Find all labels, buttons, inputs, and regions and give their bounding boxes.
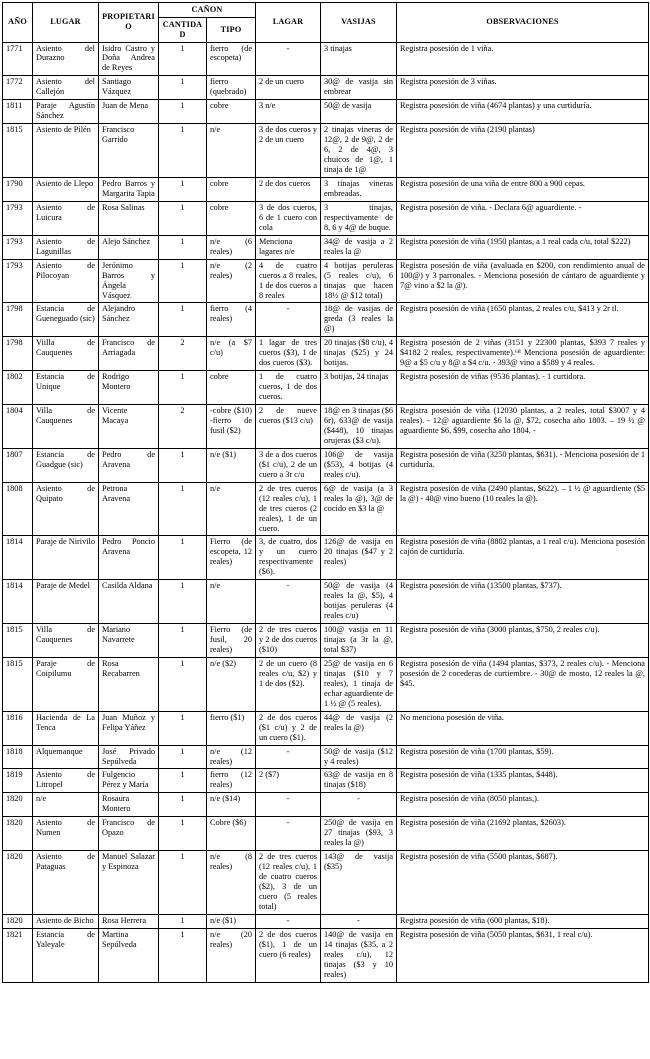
cell-observaciones: No menciona posesión de viña. — [397, 711, 649, 745]
cell-lagar: 2 de nueve cueros ($13 c/u) — [256, 405, 321, 449]
cell-cantidad: 1 — [159, 482, 207, 536]
cell-ano: 1814 — [3, 580, 33, 624]
cell-ano: 1820 — [3, 793, 33, 817]
cell-propietario: Pedro Poncio Aravena — [99, 536, 159, 580]
cell-propietario: Alejo Sánchez — [99, 235, 159, 259]
cell-propietario: Rosa Salinas — [99, 201, 159, 235]
cell-lagar: 2 de un cuero — [256, 76, 321, 100]
cell-lugar: n/e — [33, 793, 99, 817]
cell-lugar: Villa de Cauquenes — [33, 624, 99, 658]
cell-lugar: Estancia de Guadgue (sic) — [33, 448, 99, 482]
table-row — [3, 580, 649, 624]
cell-vasijas: 3 tinajas — [321, 42, 397, 76]
cell-tipo: n/e ($1) — [207, 448, 256, 482]
table-row — [3, 42, 649, 76]
cell-observaciones: Registra posesión de viña (21692 plantas, $2603). — [397, 817, 649, 851]
cell-lagar: 2 de tres cueros y 2 de dos cueros ($10) — [256, 624, 321, 658]
cell-cantidad: 1 — [159, 371, 207, 405]
cell-observaciones: Registra posesión de viña (600 plantas, $18). — [397, 914, 649, 928]
cell-lugar: Asiento de Luicura — [33, 201, 99, 235]
cell-propietario: Petrona Aravena — [99, 482, 159, 536]
cell-cantidad: 1 — [159, 851, 207, 915]
cell-propietario: Santiago Vázquez — [99, 76, 159, 100]
cell-ano: 1815 — [3, 624, 33, 658]
cell-observaciones: Registra posesión de viña (3250 plantas, $631). - Menciona posesión de 1 curtiduría. — [397, 448, 649, 482]
table-row — [3, 177, 649, 201]
table-row — [3, 536, 649, 580]
cell-propietario: Manuel Salazar y Espinoza — [99, 851, 159, 915]
table-row — [3, 624, 649, 658]
cell-propietario: Vicente Macaya — [99, 405, 159, 449]
table-row — [3, 448, 649, 482]
cell-propietario: Jerónimo Barros y Ángela Vásquez — [99, 259, 159, 303]
cell-vasijas: 63@ de vasija en 8 tinajas ($18) — [321, 769, 397, 793]
cell-propietario: Alejandro Sánchez — [99, 303, 159, 337]
cell-tipo: n/e — [207, 124, 256, 178]
table-row — [3, 259, 649, 303]
cell-propietario: Isidro Castro y Doña Andrea de Reyes — [99, 42, 159, 76]
cell-propietario: Francisco Garrido — [99, 124, 159, 178]
cell-propietario: Fulgencio Pérez y María — [99, 769, 159, 793]
header-cantidad: CANTIDAD — [159, 17, 207, 42]
cell-lugar: Asiento de Pataguas — [33, 851, 99, 915]
cell-vasijas: 30@ de vasija sin embrear — [321, 76, 397, 100]
cell-lagar: - — [256, 42, 321, 76]
table-row — [3, 201, 649, 235]
cell-lugar: Paraje de Coipilumu — [33, 657, 99, 711]
cell-lugar: Asiento de Litropel — [33, 769, 99, 793]
table-row — [3, 405, 649, 449]
cell-observaciones: Registra posesión de 1 viña. — [397, 42, 649, 76]
cell-observaciones: Registra posesión de viña (3000 plantas, $750, 2 reales c/u). — [397, 624, 649, 658]
cell-tipo: fierro (de escopeta) — [207, 42, 256, 76]
cell-cantidad: 1 — [159, 42, 207, 76]
cell-lugar: Alquemanque — [33, 745, 99, 769]
cell-observaciones: Registra posesión de viña (avaluada en $200, con rendimiento anual de 100@) y 3 parronales. - Menciona posesión de cántaro de aguardiente y 7@ vino a $2 la @). — [397, 259, 649, 303]
table-row — [3, 817, 649, 851]
cell-lagar: 2 de dos cueros ($1), 1 de un cuero (6 reales) — [256, 928, 321, 982]
cell-tipo: -cobre ($10) -fierro de fusil ($2) — [207, 405, 256, 449]
cell-vasijas: 4 botijas peruleras (5 reales c/u), 6 tinajas que hacen 18½ @ $12 total) — [321, 259, 397, 303]
table-row — [3, 851, 649, 915]
cell-cantidad: 1 — [159, 303, 207, 337]
table-row — [3, 371, 649, 405]
cell-ano: 1807 — [3, 448, 33, 482]
cell-propietario: Francisco de Arriagada — [99, 337, 159, 371]
cell-lagar: - — [256, 914, 321, 928]
cell-vasijas: 18@ en 3 tinajas ($6 6r), 633@ de vasija ($448), 10 tinajas orujeras ($3 c/u). — [321, 405, 397, 449]
cell-tipo: Fierro (de fusil, 20 reales) — [207, 624, 256, 658]
cell-tipo: n/e (8 reales) — [207, 851, 256, 915]
cell-vasijas: - — [321, 793, 397, 817]
cell-tipo: cobre — [207, 100, 256, 124]
table-row — [3, 124, 649, 178]
cell-ano: 1793 — [3, 201, 33, 235]
table-row — [3, 928, 649, 982]
cell-vasijas: 20 tinajas ($8 c/u), 4 tinajas ($25) y 24 botijas. — [321, 337, 397, 371]
cell-ano: 1820 — [3, 817, 33, 851]
cell-observaciones: Registra posesión de viña (12030 plantas, a 2 reales, total $3007 y 4 reales). - 12@ aguardiente $6 la @, $72, cosecha año 1803. – 19 ½ @ aguardiente $6, $99, cosecha año 1804. - — [397, 405, 649, 449]
cell-cantidad: 1 — [159, 745, 207, 769]
cell-lugar: Asiento de Quipato — [33, 482, 99, 536]
cell-lagar: - — [256, 745, 321, 769]
cell-cantidad: 1 — [159, 536, 207, 580]
cell-lugar: Asiento de Numen — [33, 817, 99, 851]
table-body — [3, 42, 649, 982]
cell-vasijas: 3 tinajas, respectivamente de 8, 6 y 4@ de buque. — [321, 201, 397, 235]
cell-propietario: Rosa Recabarren — [99, 657, 159, 711]
cell-lugar: Villa de Cauquenes — [33, 405, 99, 449]
header-vasijas: VASIJAS — [321, 3, 397, 43]
cell-observaciones: Registra posesión de viña (4674 plantas) y una curtiduría. — [397, 100, 649, 124]
cell-lagar: 3 de a dos cueros ($1 c/u), 2 de un cuero a 3r c/u — [256, 448, 321, 482]
cell-tipo: n/e ($1) — [207, 914, 256, 928]
cell-propietario: Mariano Navarrete — [99, 624, 159, 658]
cell-cantidad: 1 — [159, 100, 207, 124]
cell-observaciones: Registra posesión de viña (1950 plantas, a 1 real cada c/u, total $222) — [397, 235, 649, 259]
cell-observaciones: Registra posesión de viña (2190 plantas) — [397, 124, 649, 178]
cell-cantidad: 1 — [159, 124, 207, 178]
cell-cantidad: 1 — [159, 657, 207, 711]
cell-ano: 1820 — [3, 914, 33, 928]
header-propietario: PROPIETARIO — [99, 3, 159, 43]
cell-lugar: Paraje de Medel — [33, 580, 99, 624]
cell-tipo: n/e — [207, 482, 256, 536]
cell-lugar: Paraje Agustín Sánchez — [33, 100, 99, 124]
header-lagar: LAGAR — [256, 3, 321, 43]
cell-lagar: 1 lagar de tres cueros ($3), 1 de dos cueros ($3). — [256, 337, 321, 371]
cell-propietario: Martina Sepúlveda — [99, 928, 159, 982]
cell-lagar: - — [256, 580, 321, 624]
cell-vasijas: 126@ de vasija en 20 tinajas ($47 y 2 reales) — [321, 536, 397, 580]
cell-cantidad: 1 — [159, 259, 207, 303]
cell-cantidad: 1 — [159, 769, 207, 793]
cell-ano: 1790 — [3, 177, 33, 201]
table-row — [3, 235, 649, 259]
cell-tipo: cobre — [207, 177, 256, 201]
cell-observaciones: Registra posesión de viña. - Declara 6@ aguardiente. - — [397, 201, 649, 235]
cell-propietario: José Privado Sepúlveda — [99, 745, 159, 769]
cell-vasijas: 140@ de vasija en 14 tinajas ($35, a 2 reales c/u), 12 tinajas ($3 y 10 reales) — [321, 928, 397, 982]
table-row — [3, 100, 649, 124]
cell-tipo: n/e (20 reales) — [207, 928, 256, 982]
cell-lugar: Viilla de Cauquenes — [33, 337, 99, 371]
cell-lagar: 2 de tres cueros (12 reales c/u), 1 de cuatro cueros ($2), 3 de un cuero (5 reales total) — [256, 851, 321, 915]
cell-lugar: Estancia de Gueneguado (sic) — [33, 303, 99, 337]
cell-observaciones: Registra posesión de una viña de entre 800 a 900 cepas. — [397, 177, 649, 201]
table-row — [3, 482, 649, 536]
table-row — [3, 337, 649, 371]
cell-propietario: Juan de Mena — [99, 100, 159, 124]
cell-tipo: Fierro (de escopeta, 12 reales) — [207, 536, 256, 580]
cell-tipo: n/e ($14) — [207, 793, 256, 817]
cell-ano: 1820 — [3, 851, 33, 915]
cell-vasijas: 18@ de vasijas de greda (3 reales la @) — [321, 303, 397, 337]
cell-tipo: n/e (2 reales) — [207, 259, 256, 303]
cell-ano: 1798 — [3, 337, 33, 371]
cell-lugar: Asiento de Pilocoyan — [33, 259, 99, 303]
cell-propietario: Rosa Herrera — [99, 914, 159, 928]
cell-lagar: 2 ($7) — [256, 769, 321, 793]
cell-tipo: cobre — [207, 371, 256, 405]
cell-lagar: 3 de dos cueros, 6 de 1 cuero con cola — [256, 201, 321, 235]
cell-observaciones: Registra posesión de viña (5050 plantas, $631, 1 real c/u). — [397, 928, 649, 982]
cell-tipo: fierro (12 reales) — [207, 769, 256, 793]
cell-cantidad: 1 — [159, 793, 207, 817]
cell-lugar: Estancia de Yaleyale — [33, 928, 99, 982]
cell-tipo: fierro ($1) — [207, 711, 256, 745]
cell-tipo: n/e ($2) — [207, 657, 256, 711]
cell-observaciones: Registra posesión de viña (1494 plantas, $373, 2 reales c/u). - Menciona posesión de 2 cocederas de curtiembre. - 30@ de mosto, 12 reales la @, $45. — [397, 657, 649, 711]
cell-propietario: Rodrigo Montero — [99, 371, 159, 405]
cell-lagar: 2 de dos cueros — [256, 177, 321, 201]
cell-tipo: n/e (a $7 c/u) — [207, 337, 256, 371]
cell-tipo: fierro (quebrado) — [207, 76, 256, 100]
cell-ano: 1821 — [3, 928, 33, 982]
header-tipo: TIPO — [207, 17, 256, 42]
table-header — [3, 3, 649, 43]
table-row — [3, 793, 649, 817]
table-row — [3, 711, 649, 745]
cell-propietario: Juan Muñoz y Felipa Yáñez — [99, 711, 159, 745]
cell-ano: 1793 — [3, 259, 33, 303]
cell-vasijas: 50@ de vasija — [321, 100, 397, 124]
cell-ano: 1815 — [3, 124, 33, 178]
cell-cantidad: 1 — [159, 928, 207, 982]
cell-vasijas: 143@ de vasija ($35) — [321, 851, 397, 915]
cell-observaciones: Registra posesión de viña (1650 plantas, 2 reales c/u, $413 y 2r tl. — [397, 303, 649, 337]
cell-vasijas: 106@ de vasija ($53), 4 botijas (4 reales c/u). — [321, 448, 397, 482]
cell-ano: 1804 — [3, 405, 33, 449]
cell-lagar: Menciona lagares n/e — [256, 235, 321, 259]
cell-tipo: fierro (4 reales) — [207, 303, 256, 337]
cell-observaciones: Registra posesión de viña (1700 plantas, $59). — [397, 745, 649, 769]
cell-lagar: 2 de dos cueros ($1 c/u) y 2 de un cuero ($1). — [256, 711, 321, 745]
cell-cantidad: 1 — [159, 817, 207, 851]
header-lugar: LUGAR — [33, 3, 99, 43]
cell-lugar: Asiento de Lagunillas — [33, 235, 99, 259]
cell-vasijas: 3 tinajas vineras embreadas. — [321, 177, 397, 201]
cell-ano: 1819 — [3, 769, 33, 793]
table-row — [3, 769, 649, 793]
table-row — [3, 76, 649, 100]
cell-lugar: Asiento de Llepo — [33, 177, 99, 201]
header-ano: AÑO — [3, 3, 33, 43]
cell-cantidad: 1 — [159, 235, 207, 259]
table-row — [3, 657, 649, 711]
cell-vasijas: 2 tinajas vineras de 12@, 2 de 9@, 2 de 6, 2 de 4@, 3 chuicos de 1@, 1 tinaja de 1@ — [321, 124, 397, 178]
cell-lugar: Asiento del Callejón — [33, 76, 99, 100]
cell-cantidad: 1 — [159, 448, 207, 482]
cell-ano: 1772 — [3, 76, 33, 100]
cell-cantidad: 1 — [159, 177, 207, 201]
registro-vinas-table — [2, 2, 649, 983]
cell-observaciones: Registra posesión de viña (5500 plantas, $687). — [397, 851, 649, 915]
cell-vasijas: 50@ de vasija (4 reales la @, $5), 4 botijas peruleras (4 reales c/u) — [321, 580, 397, 624]
cell-ano: 1798 — [3, 303, 33, 337]
cell-lugar: Hacienda de La Tenca — [33, 711, 99, 745]
cell-observaciones: Registra posesión de viña (2490 plantas, $622). – 1 ½ @ aguardiente ($5 la @) - 40@ vino bueno (10 reales la @). — [397, 482, 649, 536]
cell-lagar: - — [256, 793, 321, 817]
cell-vasijas: 100@ vasija en 11 tinajas (a 3r la @, total $37) — [321, 624, 397, 658]
cell-observaciones: Registra posesión de 2 viñas (3151 y 22300 plantas, $393 7 reales y $4182 2 reales, respectivamente).⁶⁸ Menciona posesión de aguardiente: 9@ a $5 c/u y 8@ a $4 c/u. - 393@ vino a $589 y 4 reales. — [397, 337, 649, 371]
cell-tipo: n/e (6 reales) — [207, 235, 256, 259]
cell-cantidad: 1 — [159, 76, 207, 100]
cell-vasijas: 50@ de vasija ($12 y 4 reales) — [321, 745, 397, 769]
cell-lugar: Estancia de Unique — [33, 371, 99, 405]
cell-propietario: Pedro Barros y Margarita Tapia — [99, 177, 159, 201]
cell-propietario: Casilda Aldana — [99, 580, 159, 624]
cell-ano: 1811 — [3, 100, 33, 124]
cell-lagar: 3, de cuatro, dos y un cuero respectivamente ($6). — [256, 536, 321, 580]
table-row — [3, 303, 649, 337]
cell-tipo: cobre — [207, 201, 256, 235]
header-canon: CAÑON — [159, 3, 256, 18]
cell-ano: 1802 — [3, 371, 33, 405]
cell-vasijas: 34@ de vasija a 2 reales la @ — [321, 235, 397, 259]
cell-tipo: n/e (12 reales) — [207, 745, 256, 769]
cell-cantidad: 2 — [159, 405, 207, 449]
cell-lugar: Asiento de Pilén — [33, 124, 99, 178]
cell-ano: 1793 — [3, 235, 33, 259]
table-row — [3, 745, 649, 769]
cell-observaciones: Registra posesión de viña (8050 plantas,). — [397, 793, 649, 817]
cell-lagar: - — [256, 817, 321, 851]
cell-observaciones: Registra posesión de viña (8802 plantas, a 1 real c/u). Menciona posesión cajón de curtiduría. — [397, 536, 649, 580]
cell-ano: 1771 — [3, 42, 33, 76]
cell-propietario: Francisco de Opazo — [99, 817, 159, 851]
cell-ano: 1818 — [3, 745, 33, 769]
cell-cantidad: 2 — [159, 337, 207, 371]
cell-lugar: Asiento del Durazno — [33, 42, 99, 76]
cell-lugar: Paraje de Nirivilo — [33, 536, 99, 580]
cell-lagar: 2 de un cuero (8 reales c/u, $2) y 1 de dos ($2). — [256, 657, 321, 711]
cell-lugar: Asiento de Bicho — [33, 914, 99, 928]
cell-observaciones: Registra posesión de viñas (9536 plantas). - 1 curtidora. — [397, 371, 649, 405]
cell-propietario: Rosaura Montero — [99, 793, 159, 817]
table-row — [3, 914, 649, 928]
cell-ano: 1808 — [3, 482, 33, 536]
cell-vasijas: - — [321, 914, 397, 928]
header-observaciones: OBSERVACIONES — [397, 3, 649, 43]
cell-lagar: 3 de dos cueros y 2 de un cuero — [256, 124, 321, 178]
cell-ano: 1816 — [3, 711, 33, 745]
cell-vasijas: 44@ de vasija (2 reales la @) — [321, 711, 397, 745]
cell-vasijas: 25@ de vasija en 6 tinajas ($10 y 7 reales), 1 tinaja de echar aguardiente de 1 ½ @ (5 reales). — [321, 657, 397, 711]
cell-ano: 1815 — [3, 657, 33, 711]
cell-lagar: 1 de cuatro cueros, 1 de dos cueros. — [256, 371, 321, 405]
cell-cantidad: 1 — [159, 914, 207, 928]
cell-lagar: - — [256, 303, 321, 337]
cell-cantidad: 1 — [159, 201, 207, 235]
cell-vasijas: 6@ de vasija (a 3 reales la @), 3@ de cocido en $3 la @ — [321, 482, 397, 536]
cell-observaciones: Registra posesión de viña (1335 plantas, $448). — [397, 769, 649, 793]
cell-propietario: Pedro de Aravena — [99, 448, 159, 482]
cell-tipo: n/e — [207, 580, 256, 624]
cell-ano: 1814 — [3, 536, 33, 580]
cell-observaciones: Registra posesión de 3 viñas. — [397, 76, 649, 100]
cell-cantidad: 1 — [159, 711, 207, 745]
cell-observaciones: Registra posesión de viña (13500 plantas, $737). — [397, 580, 649, 624]
cell-vasijas: 250@ de vasija en 27 tinajas ($93, 3 reales la @) — [321, 817, 397, 851]
cell-lagar: 3 n/e — [256, 100, 321, 124]
cell-lagar: 4 de cuatro cueros a 8 reales, 1 de dos cueros a 8 reales — [256, 259, 321, 303]
cell-lagar: 2 de tres cueros (12 reales c/u), 1 de tres cueros (2 reales), 1 de un cuero. — [256, 482, 321, 536]
cell-tipo: Cobre ($6) — [207, 817, 256, 851]
cell-cantidad: 1 — [159, 624, 207, 658]
cell-vasijas: 3 botijas, 24 tinajas — [321, 371, 397, 405]
cell-cantidad: 1 — [159, 580, 207, 624]
